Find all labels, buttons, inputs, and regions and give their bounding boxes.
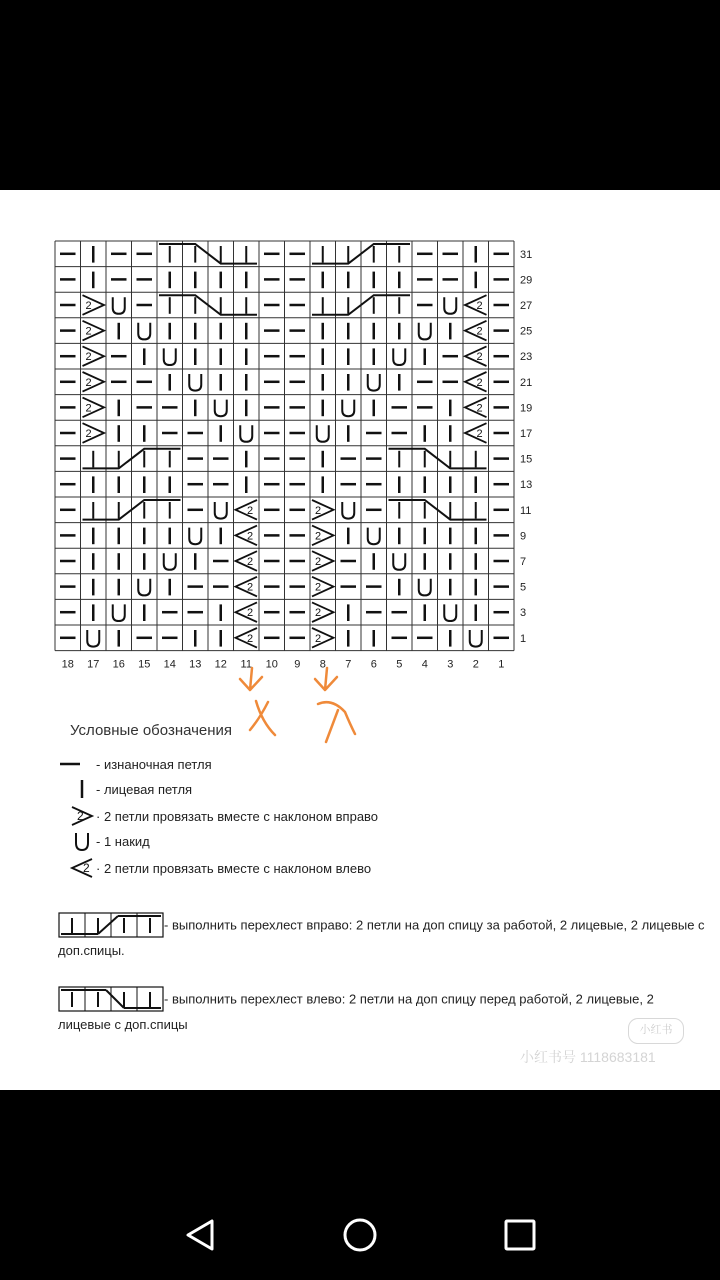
purl-icon bbox=[56, 752, 96, 776]
yarn-over-stitch bbox=[189, 374, 201, 391]
k2tog-right-glyph: 2 bbox=[315, 556, 322, 568]
screenshot-image bbox=[0, 190, 720, 1090]
legend-item-k2r bbox=[56, 804, 378, 828]
yarn-over-stitch bbox=[189, 528, 201, 545]
k2tog-left-glyph: 2 bbox=[476, 300, 483, 312]
legend-text-purl: - изнаночная петля bbox=[96, 756, 212, 772]
legend-item-purl bbox=[56, 752, 212, 776]
k2tog-left-glyph: 2 bbox=[247, 632, 254, 645]
row-label: 25 bbox=[520, 325, 533, 338]
row-label: 9 bbox=[520, 530, 527, 543]
watermark-id: 小红书号 1118683181 bbox=[520, 1049, 656, 1065]
yarn-over-stitch bbox=[164, 553, 176, 570]
k2tog-left-glyph: 2 bbox=[247, 504, 254, 517]
column-label: 17 bbox=[87, 658, 100, 671]
back-icon bbox=[170, 1210, 230, 1260]
yarn-over-stitch bbox=[215, 502, 227, 519]
legend-cable-right bbox=[58, 912, 708, 962]
yarn-over-stitch bbox=[342, 502, 354, 519]
legend-text-k2r: · 2 петли провязать вместе с наклоном вправо bbox=[96, 808, 379, 824]
yarn-over-stitch bbox=[240, 425, 252, 442]
column-label: 4 bbox=[421, 658, 428, 671]
yarn-over-stitch bbox=[138, 323, 150, 340]
column-label: 3 bbox=[447, 658, 454, 671]
k2tog-left-glyph: 2 bbox=[247, 581, 254, 594]
row-label: 3 bbox=[520, 607, 527, 620]
knit-icon bbox=[56, 777, 96, 801]
yarn-over-stitch bbox=[419, 579, 431, 596]
row-label: 27 bbox=[520, 300, 533, 312]
svg-text:2: 2 bbox=[83, 861, 90, 875]
recents-button[interactable] bbox=[490, 1210, 550, 1260]
svg-text:2: 2 bbox=[77, 809, 84, 823]
yarn-over-stitch bbox=[368, 528, 380, 545]
column-label: 15 bbox=[138, 658, 151, 671]
row-label: 7 bbox=[520, 556, 527, 568]
k2tog-left-glyph: 2 bbox=[247, 530, 254, 543]
column-label: 11 bbox=[240, 658, 252, 671]
k2tog-left-glyph: 2 bbox=[476, 325, 483, 338]
column-label: 1 bbox=[498, 658, 505, 671]
column-label: 14 bbox=[163, 658, 176, 671]
cable-left-icon bbox=[58, 986, 164, 1014]
annotation-arrow-right bbox=[315, 668, 337, 690]
k2tog-right-glyph: 2 bbox=[85, 402, 92, 415]
back-button[interactable] bbox=[170, 1210, 230, 1260]
yarn-over-stitch bbox=[164, 348, 176, 365]
column-label: 7 bbox=[345, 658, 352, 671]
yarn-over-stitch bbox=[317, 425, 329, 442]
k2tog-right-glyph: 2 bbox=[315, 581, 322, 594]
k2tog-left-glyph: 2 bbox=[476, 402, 483, 415]
navigation-bar bbox=[0, 1190, 720, 1280]
k2tog-right-glyph: 2 bbox=[85, 300, 92, 312]
yarn-over-stitch bbox=[138, 579, 150, 596]
annotation-cross-right bbox=[318, 702, 355, 742]
yarn-over-stitch bbox=[113, 297, 125, 314]
knitting-chart bbox=[0, 190, 720, 750]
yarn-over-icon bbox=[56, 829, 96, 853]
legend-text-knit: - лицевая петля bbox=[96, 781, 193, 797]
home-icon bbox=[330, 1210, 390, 1260]
k2tog-right-icon bbox=[56, 804, 96, 828]
legend-text-cable-right: - выполнить перехлест вправо: 2 петли на доп спицу за работой, 2 лицевые, 2 лицевые с доп.спицы. bbox=[58, 917, 705, 958]
row-label: 23 bbox=[520, 351, 533, 364]
column-label: 9 bbox=[294, 658, 301, 671]
home-button[interactable] bbox=[330, 1210, 390, 1260]
k2tog-left-glyph: 2 bbox=[247, 556, 254, 568]
k2tog-left-glyph: 2 bbox=[476, 428, 483, 440]
k2tog-right-glyph: 2 bbox=[85, 376, 92, 389]
yarn-over-stitch bbox=[215, 400, 227, 417]
row-label: 1 bbox=[520, 632, 527, 645]
yarn-over-stitch bbox=[342, 400, 354, 417]
k2tog-right-glyph: 2 bbox=[85, 351, 92, 364]
k2tog-right-glyph: 2 bbox=[315, 607, 322, 620]
column-label: 18 bbox=[61, 658, 74, 671]
yarn-over-stitch bbox=[368, 374, 380, 391]
column-label: 10 bbox=[265, 658, 278, 671]
k2tog-right-glyph: 2 bbox=[315, 504, 322, 517]
yarn-over-stitch bbox=[87, 630, 99, 647]
k2tog-left-glyph: 2 bbox=[247, 607, 254, 620]
yarn-over-stitch bbox=[419, 323, 431, 340]
row-label: 13 bbox=[520, 479, 533, 492]
yarn-over-stitch bbox=[444, 297, 456, 314]
column-label: 12 bbox=[214, 658, 227, 671]
k2tog-left-icon bbox=[56, 856, 96, 880]
column-label: 16 bbox=[112, 658, 125, 671]
row-label: 17 bbox=[520, 428, 533, 440]
k2tog-left-glyph: 2 bbox=[476, 376, 483, 389]
annotation-cross-left bbox=[250, 701, 275, 735]
k2tog-right-glyph: 2 bbox=[85, 325, 92, 338]
k2tog-right-glyph: 2 bbox=[315, 632, 322, 645]
yarn-over-stitch bbox=[444, 604, 456, 621]
row-label: 5 bbox=[520, 581, 527, 594]
row-label: 29 bbox=[520, 274, 533, 287]
recents-icon bbox=[490, 1210, 550, 1260]
column-label: 8 bbox=[319, 658, 326, 671]
yarn-over-stitch bbox=[393, 348, 405, 365]
watermark-badge: 小红书 bbox=[628, 1018, 684, 1044]
legend-title: Условные обозначения bbox=[70, 722, 233, 739]
column-label: 13 bbox=[189, 658, 202, 671]
legend-cable-left bbox=[58, 986, 708, 1036]
row-label: 11 bbox=[520, 504, 532, 517]
legend-item-yo bbox=[56, 829, 150, 853]
legend-text-k2l: · 2 петли провязать вместе с наклоном влево bbox=[96, 860, 372, 876]
yarn-over-stitch bbox=[470, 630, 482, 647]
row-label: 15 bbox=[520, 453, 533, 466]
k2tog-right-glyph: 2 bbox=[85, 428, 92, 440]
annotation-arrow-left bbox=[240, 668, 262, 690]
yarn-over-stitch bbox=[113, 604, 125, 621]
legend-item-knit bbox=[56, 777, 192, 801]
yarn-over-stitch bbox=[393, 553, 405, 570]
legend-item-k2l bbox=[56, 856, 371, 880]
legend-text-yo: - 1 накид bbox=[96, 833, 150, 849]
k2tog-left-glyph: 2 bbox=[476, 351, 483, 364]
legend-text-cable-left: - выполнить перехлест влево: 2 петли на доп спицу перед работой, 2 лицевые, 2 лицевые с доп.спицы bbox=[58, 991, 654, 1032]
row-label: 19 bbox=[520, 402, 533, 415]
k2tog-right-glyph: 2 bbox=[315, 530, 322, 543]
cable-right-icon bbox=[58, 912, 164, 940]
column-label: 2 bbox=[472, 658, 479, 671]
column-label: 6 bbox=[370, 658, 377, 671]
row-label: 31 bbox=[520, 248, 533, 261]
column-label: 5 bbox=[396, 658, 403, 671]
row-label: 21 bbox=[520, 376, 533, 389]
